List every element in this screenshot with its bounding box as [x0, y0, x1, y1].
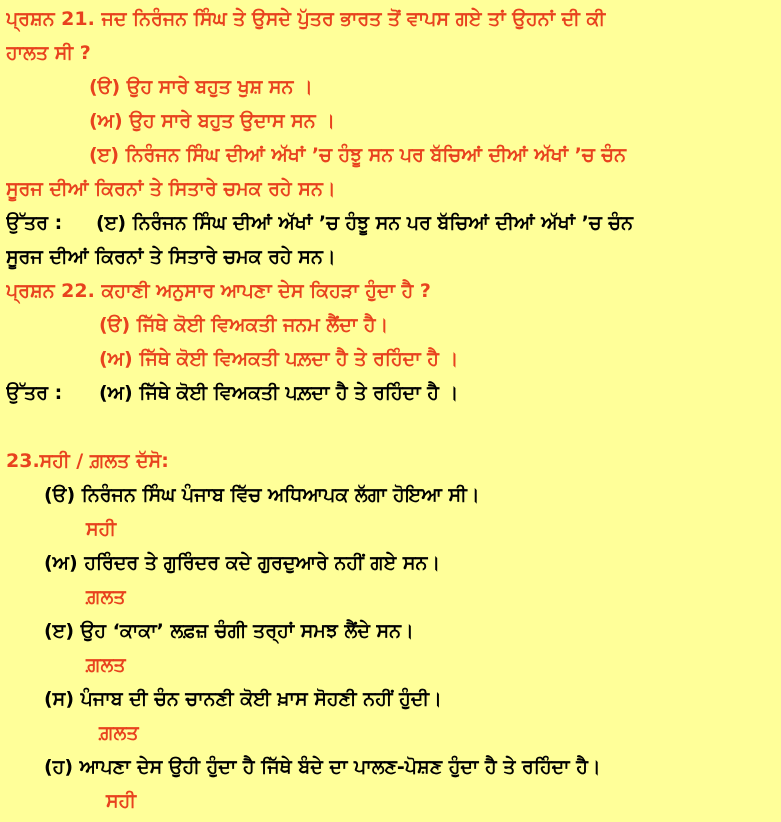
q21-answer-line2: ਸੂਰਜ ਦੀਆਂ ਕਿਰਨਾਂ ਤੇ ਸਿਤਾਰੇ ਚਮਕ ਰਹੇ ਸਨ। [6, 246, 336, 268]
q23-statement-3: (ੲ) ਉਹ ‘ਕਾਕਾ’ ਲਫ਼ਜ਼ ਚੰਗੀ ਤਰ੍ਹਾਂ ਸਮਝ ਲੈਂਦੇ ਸਨ। [44, 620, 414, 642]
q21-question-line2: ਹਾਲਤ ਸੀ ? [6, 42, 91, 64]
q23-statement-1: (ੳ) ਨਿਰੰਜਨ ਸਿੰਘ ਪੰਜਾਬ ਵਿੱਚ ਅਧਿਆਪਕ ਲੱਗਾ ਹੋਇਆ ਸੀ। [44, 484, 480, 506]
q21-option-c-line1: (ੲ) ਨਿਰੰਜਨ ਸਿੰਘ ਦੀਆਂ ਅੱਖਾਂ ’ਚ ਹੰਝੂ ਸਨ ਪਰ ਬੱਚਿਆਂ ਦੀਆਂ ਅੱਖਾਂ ’ਚ ਚੰਨ [89, 144, 626, 166]
spacer [6, 410, 775, 444]
q23-statement-5: (ਹ) ਆਪਣਾ ਦੇਸ ਉਹੀ ਹੁੰਦਾ ਹੈ ਜਿੱਥੇ ਬੰਦੇ ਦਾ ਪਾਲਣ-ਪੋਸ਼ਣ ਹੁੰਦਾ ਹੈ ਤੇ ਰਹਿੰਦਾ ਹੈ। [44, 756, 601, 778]
q22-answer-row [6, 376, 775, 410]
q23-answer-5: ਸਹੀ [106, 790, 137, 812]
q23-statement-2: (ਅ) ਹਰਿੰਦਰ ਤੇ ਗੁਰਿੰਦਰ ਕਦੇ ਗੁਰਦੁਆਰੇ ਨਹੀਂ ਗਏ ਸਨ। [44, 552, 441, 574]
q21-option-c-line2: ਸੂਰਜ ਦੀਆਂ ਕਿਰਨਾਂ ਤੇ ਸਿਤਾਰੇ ਚਮਕ ਰਹੇ ਸਨ। [6, 178, 336, 200]
q22-option-b: (ਅ) ਜਿੱਥੇ ਕੋਈ ਵਿਅਕਤੀ ਪਲ਼ਦਾ ਹੈ ਤੇ ਰਹਿੰਦਾ ਹੈ । [99, 348, 459, 370]
q21-question-line1: ਪ੍ਰਸ਼ਨ 21. ਜਦ ਨਿਰੰਜਨ ਸਿੰਘ ਤੇ ਉਸਦੇ ਪੁੱਤਰ ਭਾਰਤ ਤੋਂ ਵਾਪਸ ਗਏ ਤਾਂ ਉਹਨਾਂ ਦੀ ਕੀ [6, 8, 606, 30]
q22-question: ਪ੍ਰਸ਼ਨ 22. ਕਹਾਣੀ ਅਨੁਸਾਰ ਆਪਣਾ ਦੇਸ ਕਿਹੜਾ ਹੁੰਦਾ ਹੈ ? [6, 280, 431, 302]
q21-option-a: (ੳ) ਉਹ ਸਾਰੇ ਬਹੁਤ ਖੁਸ਼ ਸਨ । [89, 76, 313, 98]
q23-answer-2: ਗ਼ਲਤ [86, 586, 126, 608]
q21-answer-label: ਉੱਤਰ : [6, 212, 63, 234]
q23-answer-4: ਗ਼ਲਤ [99, 722, 139, 744]
q22-answer: (ਅ) ਜਿੱਥੇ ਕੋਈ ਵਿਅਕਤੀ ਪਲ਼ਦਾ ਹੈ ਤੇ ਰਹਿੰਦਾ ਹੈ । [99, 382, 459, 404]
q23-answer-3: ਗ਼ਲਤ [86, 654, 126, 676]
q21-option-b: (ਅ) ਉਹ ਸਾਰੇ ਬਹੁਤ ਉਦਾਸ ਸਨ । [89, 110, 336, 132]
q23-answer-1: ਸਹੀ [86, 518, 117, 540]
q22-answer-label: ਉੱਤਰ : [6, 382, 63, 404]
q23-heading: 23.ਸਹੀ / ਗ਼ਲਤ ਦੱਸੋ: [6, 450, 169, 472]
q21-answer-line1: (ੲ) ਨਿਰੰਜਨ ਸਿੰਘ ਦੀਆਂ ਅੱਖਾਂ ’ਚ ਹੰਝੂ ਸਨ ਪਰ ਬੱਚਿਆਂ ਦੀਆਂ ਅੱਖਾਂ ’ਚ ਚੰਨ [96, 212, 633, 234]
q23-statement-4: (ਸ) ਪੰਜਾਬ ਦੀ ਚੰਨ ਚਾਨਣੀ ਕੋਈ ਖ਼ਾਸ ਸੋਹਣੀ ਨਹੀਂ ਹੁੰਦੀ। [44, 688, 442, 710]
q21-answer-row [6, 206, 775, 240]
q22-option-a: (ੳ) ਜਿੱਥੇ ਕੋਈ ਵਿਅਕਤੀ ਜਨਮ ਲੈਂਦਾ ਹੈ। [99, 314, 389, 336]
